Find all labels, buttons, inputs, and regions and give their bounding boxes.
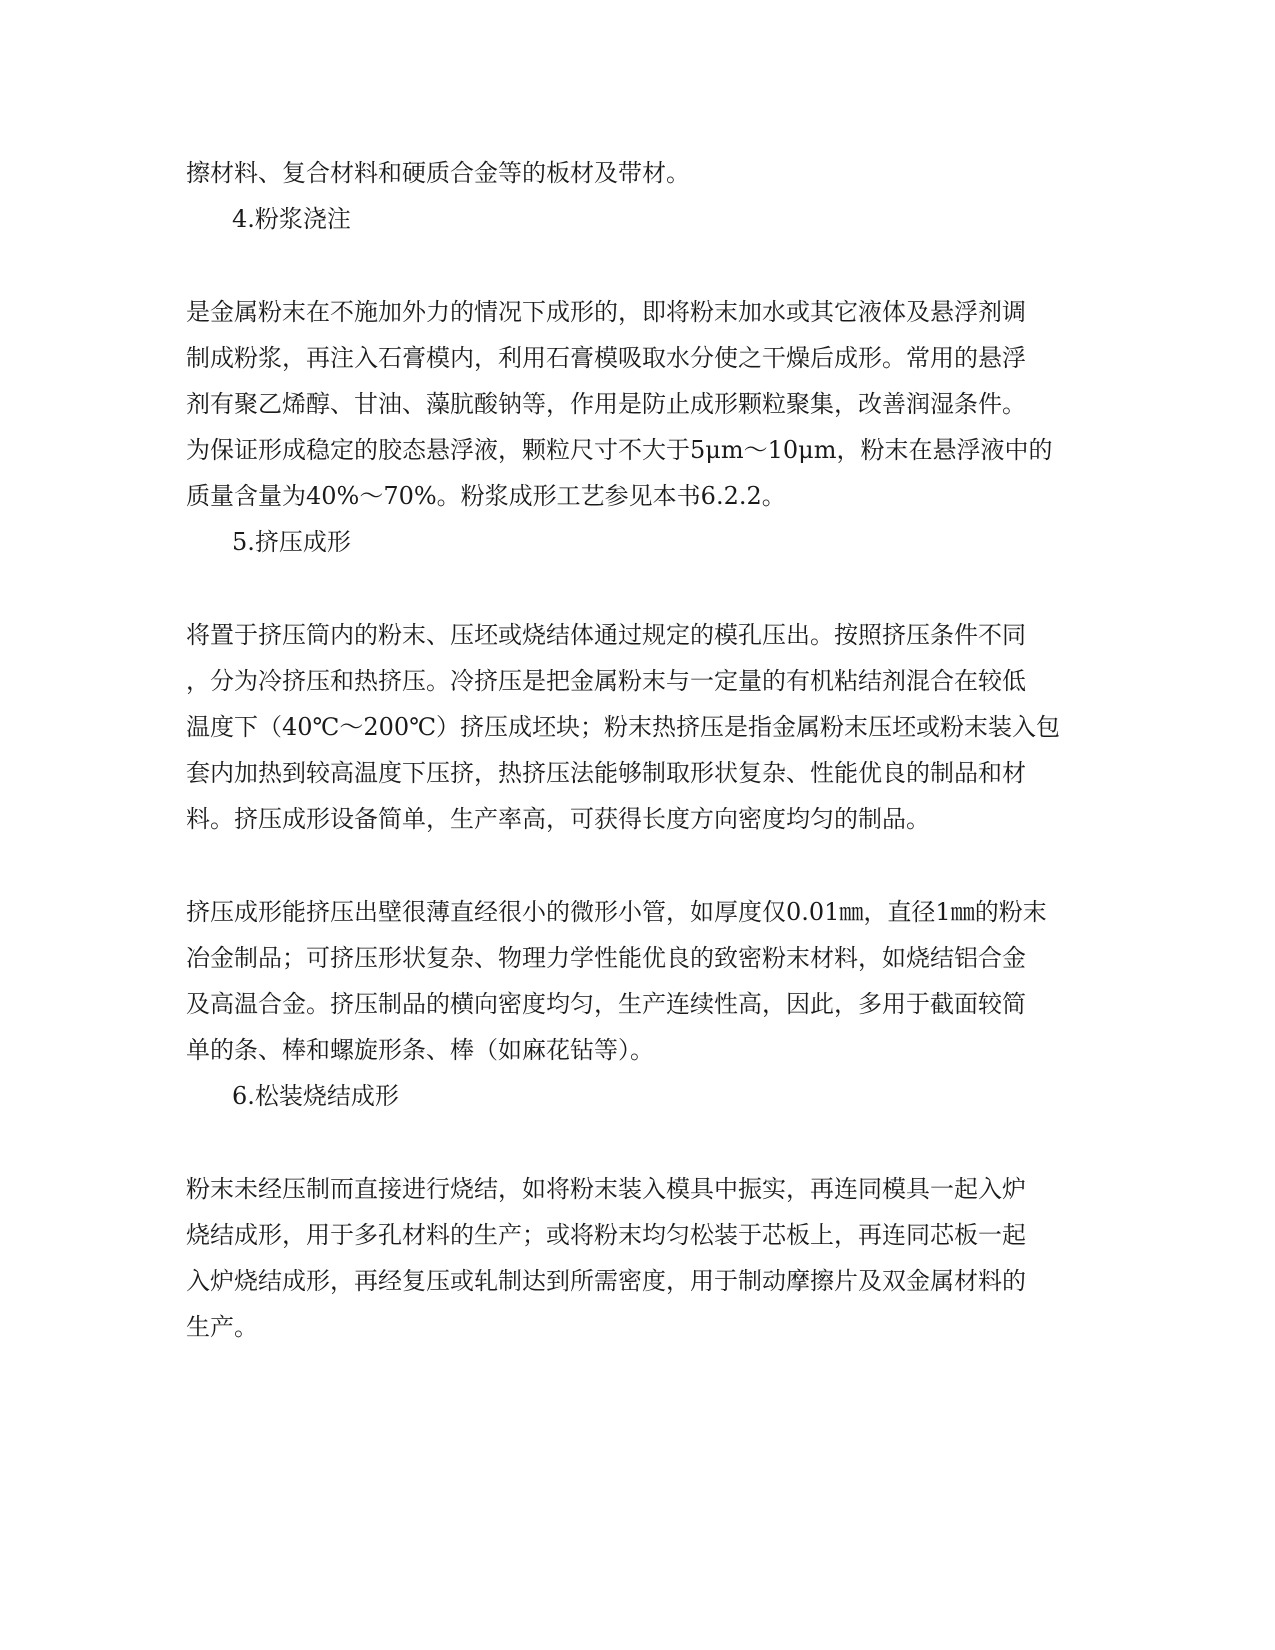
text-line: 是金属粉末在不施加外力的情况下成形的，即将粉末加水或其它液体及悬浮剂调 xyxy=(186,298,1026,326)
text-line: 及高温合金。挤压制品的横向密度均匀，生产连续性高，因此，多用于截面较简 xyxy=(186,990,1026,1018)
paragraph-extrusion xyxy=(186,612,1061,842)
spacer xyxy=(186,842,1046,889)
text-line: 为保证形成稳定的胶态悬浮液，颗粒尺寸不大于5μm～10μm，粉末在悬浮液中的 xyxy=(186,436,1053,464)
spacer xyxy=(186,1119,1046,1166)
document-page xyxy=(186,150,1061,1350)
section-heading-slurry-casting: 4.粉浆浇注 xyxy=(232,205,351,233)
text-line: 将置于挤压筒内的粉末、压坯或烧结体通过规定的模孔压出。按照挤压条件不同 xyxy=(186,621,1026,649)
text-line: 套内加热到较高温度下压挤，热挤压法能够制取形状复杂、性能优良的制品和材 xyxy=(186,759,1026,787)
paragraph-extrusion-applications xyxy=(186,889,1046,1073)
spacer xyxy=(186,565,1046,612)
text-line: 温度下（40℃～200℃）挤压成坯块；粉末热挤压是指金属粉末压坯或粉末装入包 xyxy=(186,713,1061,741)
text-line: 粉末未经压制而直接进行烧结，如将粉末装入模具中振实，再连同模具一起入炉 xyxy=(186,1175,1026,1203)
spacer xyxy=(186,242,1046,289)
text-line: ，分为冷挤压和热挤压。冷挤压是把金属粉末与一定量的有机粘结剂混合在较低 xyxy=(186,667,1026,695)
text-line: 质量含量为40%～70%。粉浆成形工艺参见本书6.2.2。 xyxy=(186,482,786,510)
section-heading-extrusion: 5.挤压成形 xyxy=(232,528,351,556)
paragraph-continuation xyxy=(186,150,1046,196)
text-line: 剂有聚乙烯醇、甘油、藻肮酸钠等，作用是防止成形颗粒聚集，改善润湿条件。 xyxy=(186,390,1026,418)
paragraph-slurry-casting xyxy=(186,289,1053,519)
text-line: 单的条、棒和螺旋形条、棒（如麻花钻等）。 xyxy=(186,1036,654,1064)
text-line: 料。挤压成形设备简单，生产率高，可获得长度方向密度均匀的制品。 xyxy=(186,805,930,833)
text-line: 擦材料、复合材料和硬质合金等的板材及带材。 xyxy=(186,159,690,187)
text-line: 冶金制品；可挤压形状复杂、物理力学性能优良的致密粉末材料，如烧结铝合金 xyxy=(186,944,1026,972)
text-line: 烧结成形，用于多孔材料的生产；或将粉末均匀松装于芯板上，再连同芯板一起 xyxy=(186,1221,1026,1249)
text-line: 入炉烧结成形，再经复压或轧制达到所需密度，用于制动摩擦片及双金属材料的 xyxy=(186,1267,1026,1295)
paragraph-loose-sintering xyxy=(186,1166,1046,1350)
text-line: 生产。 xyxy=(186,1313,258,1341)
section-heading-loose-sintering: 6.松装烧结成形 xyxy=(232,1082,399,1110)
text-line: 制成粉浆，再注入石膏模内，利用石膏模吸取水分使之干燥后成形。常用的悬浮 xyxy=(186,344,1026,372)
text-line: 挤压成形能挤压出壁很薄直经很小的微形小管，如厚度仅0.01㎜，直径1㎜的粉末 xyxy=(186,898,1047,926)
